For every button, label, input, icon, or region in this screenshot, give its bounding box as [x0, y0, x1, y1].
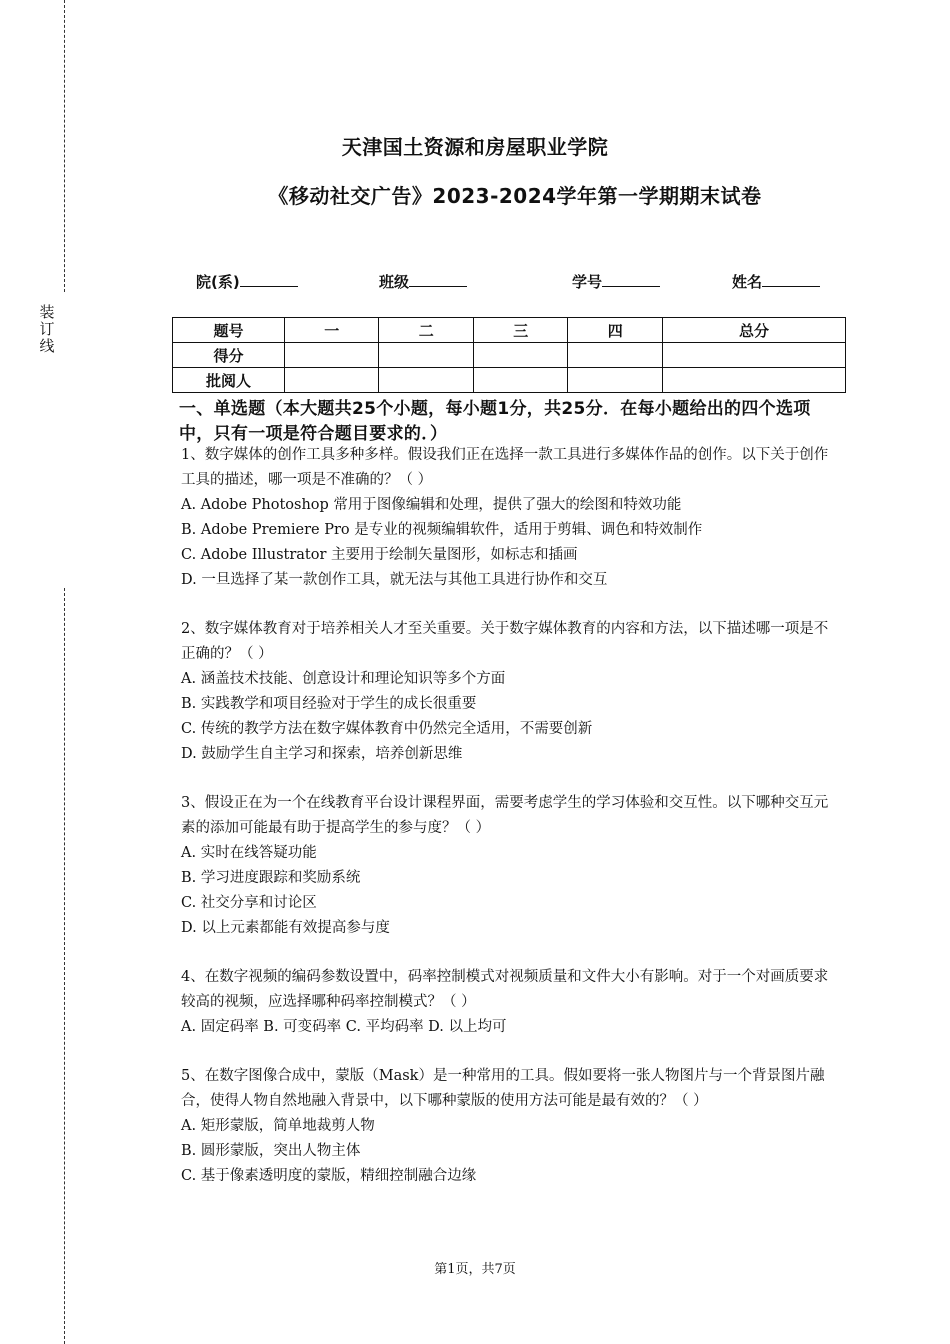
question-item	[181, 791, 841, 941]
grader-cell[interactable]	[662, 368, 845, 393]
column-header: 四	[568, 318, 662, 343]
department-blank[interactable]	[240, 270, 298, 287]
name-label: 姓名	[732, 273, 763, 291]
answer-option: A. 涵盖技术技能、创意设计和理论知识等多个方面	[181, 671, 506, 687]
page-footer: 第1页，共7页	[434, 1262, 516, 1277]
answer-option: B. 圆形蒙版，突出人物主体	[181, 1143, 361, 1159]
score-cell[interactable]	[379, 343, 473, 368]
question-item	[181, 965, 841, 1040]
score-cell[interactable]	[568, 343, 662, 368]
answer-option: C. 传统的教学方法在数字媒体教育中仍然完全适用，不需要创新	[181, 721, 593, 737]
question-list	[181, 443, 841, 1213]
score-table	[172, 317, 846, 393]
department-label: 院(系)	[196, 273, 240, 291]
name-blank[interactable]	[762, 270, 820, 287]
grader-cell[interactable]	[285, 368, 379, 393]
column-header: 二	[379, 318, 473, 343]
grader-cell[interactable]	[473, 368, 567, 393]
student-id-field[interactable]	[572, 270, 660, 292]
class-blank[interactable]	[409, 270, 467, 287]
question-item	[181, 1064, 841, 1189]
question-item	[181, 617, 841, 767]
score-table-row	[173, 318, 846, 343]
class-label: 班级	[379, 273, 410, 291]
grader-cell[interactable]	[379, 368, 473, 393]
section-heading: 一、单选题（本大题共25个小题，每小题1分，共25分．在每小题给出的四个选项中，只有一项是符合题目要求的．）	[179, 399, 811, 444]
column-header: 一	[285, 318, 379, 343]
answer-option: D. 一旦选择了某一款创作工具，就无法与其他工具进行协作和交互	[181, 572, 608, 588]
column-header: 三	[473, 318, 567, 343]
score-table-row	[173, 368, 846, 393]
binding-dashed-line-bottom	[64, 588, 65, 1344]
answer-option: A. Adobe Photoshop 常用于图像编辑和处理，提供了强大的绘图和特效功能	[181, 497, 682, 513]
student-id-blank[interactable]	[602, 270, 660, 287]
grader-cell[interactable]	[568, 368, 662, 393]
school-title: 天津国土资源和房屋职业学院	[341, 135, 609, 159]
department-field[interactable]	[196, 270, 298, 292]
score-cell[interactable]	[285, 343, 379, 368]
answer-option: A. 实时在线答疑功能	[181, 845, 317, 861]
answer-option: B. Adobe Premiere Pro 是专业的视频编辑软件，适用于剪辑、调色和特效制作	[181, 522, 703, 538]
row-header-question-number: 题号	[173, 318, 285, 343]
question-stem: 4、在数字视频的编码参数设置中，码率控制模式对视频质量和文件大小有影响。对于一个对画质要求较高的视频，应选择哪种码率控制模式？（ ）	[181, 969, 829, 1010]
question-stem: 2、数字媒体教育对于培养相关人才至关重要。关于数字媒体教育的内容和方法，以下描述哪一项是不正确的？（ ）	[181, 621, 829, 662]
answer-option: C. Adobe Illustrator 主要用于绘制矢量图形，如标志和插画	[181, 547, 578, 563]
binding-char: 装	[39, 303, 55, 321]
answer-option: A. 固定码率 B. 可变码率 C. 平均码率 D. 以上均可	[181, 1019, 507, 1035]
answer-option: A. 矩形蒙版，简单地裁剪人物	[181, 1118, 375, 1134]
name-field[interactable]	[732, 270, 820, 292]
answer-option: C. 基于像素透明度的蒙版，精细控制融合边缘	[181, 1168, 477, 1184]
class-field[interactable]	[379, 270, 467, 292]
question-stem: 5、在数字图像合成中，蒙版（Mask）是一种常用的工具。假如要将一张人物图片与一个背景图片融合，使得人物自然地融入背景中，以下哪种蒙版的使用方法可能是最有效的？（ ）	[181, 1068, 825, 1109]
question-stem: 3、假设正在为一个在线教育平台设计课程界面，需要考虑学生的学习体验和交互性。以下哪种交互元素的添加可能最有助于提高学生的参与度？（ ）	[181, 795, 829, 836]
binding-char: 线	[39, 337, 55, 355]
row-header-score: 得分	[173, 343, 285, 368]
question-stem: 1、数字媒体的创作工具多种多样。假设我们正在选择一款工具进行多媒体作品的创作。以下关于创作工具的描述，哪一项是不准确的？（ ）	[181, 447, 829, 488]
answer-option: D. 鼓励学生自主学习和探索，培养创新思维	[181, 746, 463, 762]
answer-option: B. 实践教学和项目经验对于学生的成长很重要	[181, 696, 477, 712]
question-item	[181, 443, 841, 593]
score-table-row	[173, 343, 846, 368]
answer-option: C. 社交分享和讨论区	[181, 895, 317, 911]
binding-label	[37, 304, 57, 355]
student-id-label: 学号	[572, 273, 603, 291]
binding-char: 订	[39, 320, 55, 338]
score-cell[interactable]	[662, 343, 845, 368]
score-cell[interactable]	[473, 343, 567, 368]
answer-option: B. 学习进度跟踪和奖励系统	[181, 870, 361, 886]
exam-title: 《移动社交广告》2023-2024学年第一学期期末试卷	[268, 184, 762, 208]
row-header-grader: 批阅人	[173, 368, 285, 393]
answer-option: D. 以上元素都能有效提高参与度	[181, 920, 390, 936]
column-header: 总分	[662, 318, 845, 343]
